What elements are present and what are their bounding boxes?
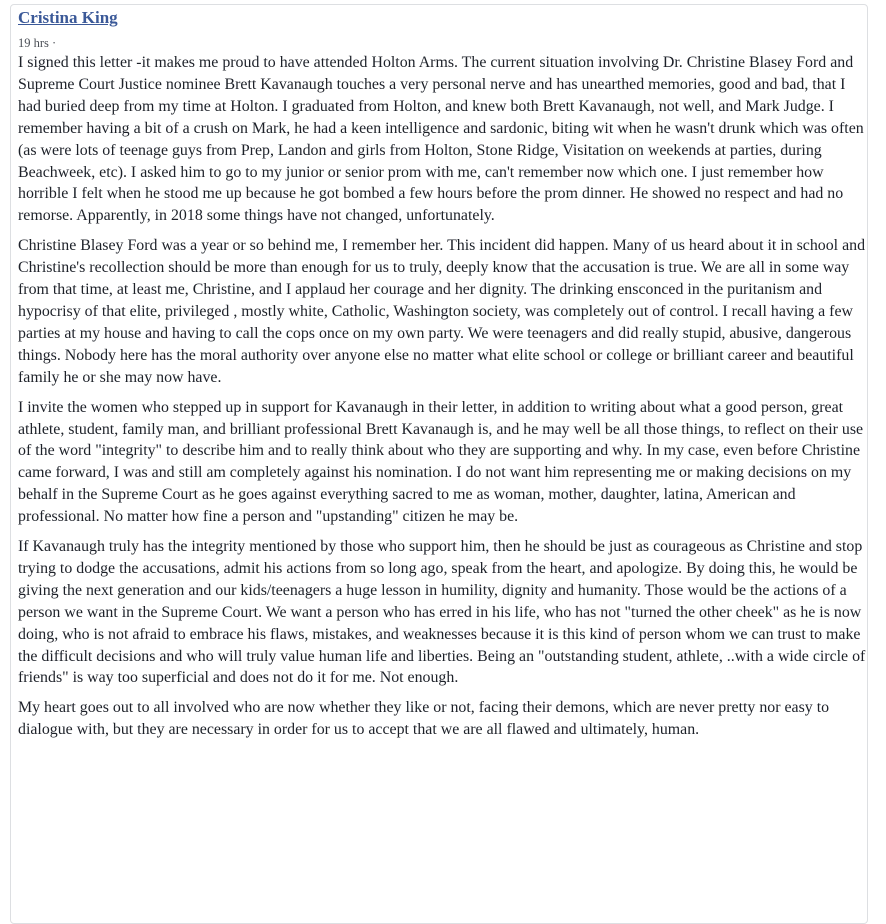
post-body: [18, 52, 869, 749]
post-paragraph: I invite the women who stepped up in support for Kavanaugh in their letter, in addition to writing about what a good person, great athlete, student, family man, and brilliant professional Brett Kavanaugh is, and he may well be all those things, to reflect on their use of the word "integrity" to describe him and to really think about who they are supporting and why. In my case, even before Christine came forward, I was and still am completely against his nomination. I do not want him representing me or making decisions on my behalf in the Supreme Court as he goes against everything sacred to me as woman, mother, daughter, latina, American and professional. No matter how fine a person and "upstanding" citizen he may be.: [18, 398, 864, 526]
timestamp-separator: ·: [52, 36, 57, 50]
post-card: [10, 4, 868, 924]
post-timestamp[interactable]: 19 hrs: [18, 36, 49, 50]
post-paragraph: Christine Blasey Ford was a year or so behind me, I remember her. This incident did happen. Many of us heard about it in school and Christine's recollection should be more than enough for us to truly, deeply know that the accusation is true. We are all in some way from that time, at least me, Christine, and I applaud her courage and her dignity. The drinking ensconced in the puritanism and hypocrisy of that elite, privileged , mostly white, Catholic, Washington society, was completely out of control. I recall having a few parties at my house and having to call the cops once on my own party. We were teenagers and did really stupid, abusive, dangerous things. Nobody here has the moral authority over anyone else no matter what elite school or college or brilliant career and beautiful family he or she may now have.: [18, 237, 866, 386]
post-paragraph: If Kavanaugh truly has the integrity mentioned by those who support him, then he should be just as courageous as Christine and stop trying to dodge the accusations, admit his actions from so long ago, speak from the heart, and apologize. By doing this, he would be giving the next generation and our kids/teenagers a huge lesson in humility, dignity and humanity. Those would be the actions of a person we want in the Supreme Court. We want a person who has erred in his life, who has not "turned the other cheek" as he is now doing, who is not afraid to embrace his flaws, mistakes, and weaknesses because it is this kind of person whom we can trust to make the difficult decisions and who will truly value human life and liberties. Being an "outstanding student, athlete, ..with a wide circle of friends" is way too superficial and does not do it for me. Not enough.: [18, 538, 866, 687]
post-author-link[interactable]: Cristina King: [18, 8, 118, 27]
post-timestamp-row: [18, 36, 56, 51]
post-paragraph: I signed this letter -it makes me proud to have attended Holton Arms. The current situation involving Dr. Christine Blasey Ford and Supreme Court Justice nominee Brett Kavanaugh touches a very personal nerve and has unearthed memories, good and bad, that I had buried deep from my time at Holton. I graduated from Holton, and knew both Brett Kavanaugh, not well, and Mark Judge. I remember having a bit of a crush on Mark, he had a keen intelligence and sardonic, biting wit when he wasn't drunk which was often (as were lots of teenage guys from Prep, Landon and girls from Holton, Stone Ridge, Visitation on weekends at parties, during Beachweek, etc). I asked him to go to my junior or senior prom with me, can't remember now which one. I just remember how horrible I felt when he stood me up because he got bombed a few hours before the prom dinner. He showed no respect and had no remorse. Apparently, in 2018 some things have not changed, unfortunately.: [18, 54, 864, 225]
post-paragraph: My heart goes out to all involved who are now whether they like or not, facing their demons, which are never pretty nor easy to dialogue with, but they are necessary in order for us to accept that we are all flawed and ultimately, human.: [18, 699, 830, 739]
